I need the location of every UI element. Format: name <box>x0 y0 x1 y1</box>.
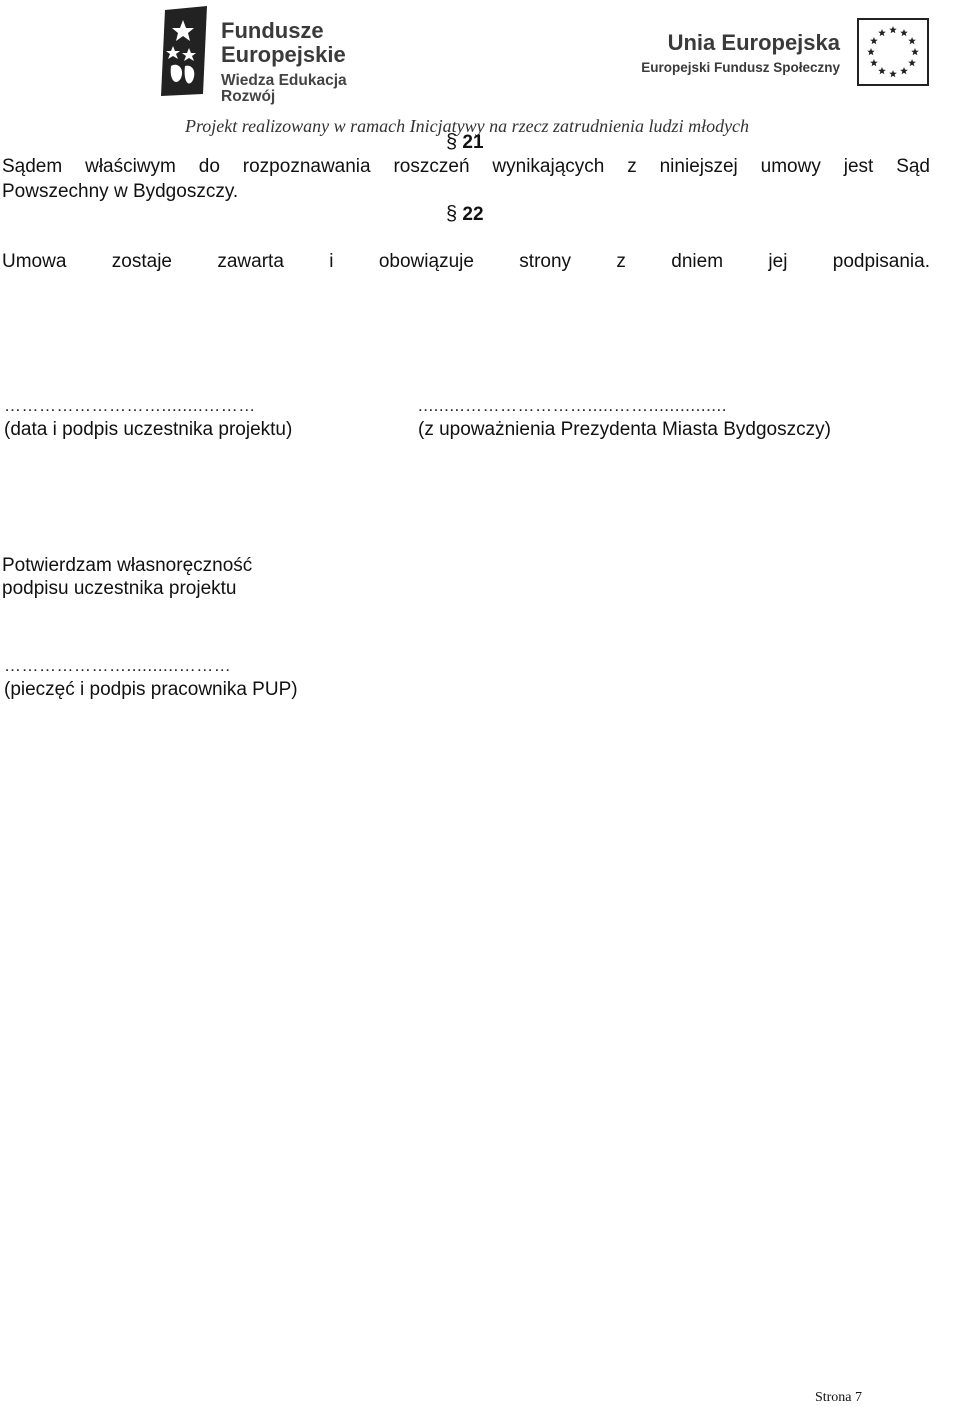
project-funding-line: Projekt realizowany w ramach Inicjatywy na rzecz zatrudnienia ludzi młodych <box>184 116 750 136</box>
eu-flag-icon <box>857 18 929 86</box>
unia-europejska-logo <box>630 18 930 88</box>
fe-logo-line3: Wiedza Edukacja Rozwój <box>221 72 347 105</box>
confirmation-text-line1: Potwierdzam własnoręczność <box>2 555 253 576</box>
section-number: 21 <box>462 132 484 153</box>
section-21-paragraph: Sądem właściwym do rozpoznawania roszczeń wynikających z niniejszej umowy jest Sąd <box>2 156 930 177</box>
section-sign: § <box>446 131 458 153</box>
mayor-signature-line: .........………………….....……............... <box>418 396 727 415</box>
section-number: 22 <box>462 204 484 225</box>
ue-logo-line2: Europejski Fundusz Społeczny <box>641 60 840 75</box>
section-22-heading <box>446 203 484 226</box>
fe-logo-line1: Fundusze <box>221 18 324 43</box>
mayor-signature-caption: (z upoważnienia Prezydenta Miasta Bydgoszczy) <box>418 419 831 440</box>
fe-stars-logo-icon <box>155 6 213 96</box>
section-sign: § <box>446 203 458 225</box>
participant-signature-line: ………………………........……… <box>4 396 256 415</box>
section-22-paragraph: Umowa zostaje zawarta i obowiązuje strony z dniem jej podpisania. <box>2 251 930 272</box>
fe-logo-line2: Europejskie <box>221 42 346 67</box>
ue-logo-line1: Unia Europejska <box>667 30 840 55</box>
pup-signature-caption: (pieczęć i podpis pracownika PUP) <box>4 679 298 700</box>
section-21-heading <box>446 131 484 154</box>
pup-signature-line: …………………..........……… <box>4 656 232 675</box>
fundusze-europejskie-logo <box>155 6 405 105</box>
confirmation-text-line2: podpisu uczestnika projektu <box>2 578 237 599</box>
participant-signature-caption: (data i podpis uczestnika projektu) <box>4 419 293 440</box>
section-21-paragraph-continuation: Powszechny w Bydgoszczy. <box>2 181 239 202</box>
page-number: Strona 7 <box>814 1390 862 1405</box>
